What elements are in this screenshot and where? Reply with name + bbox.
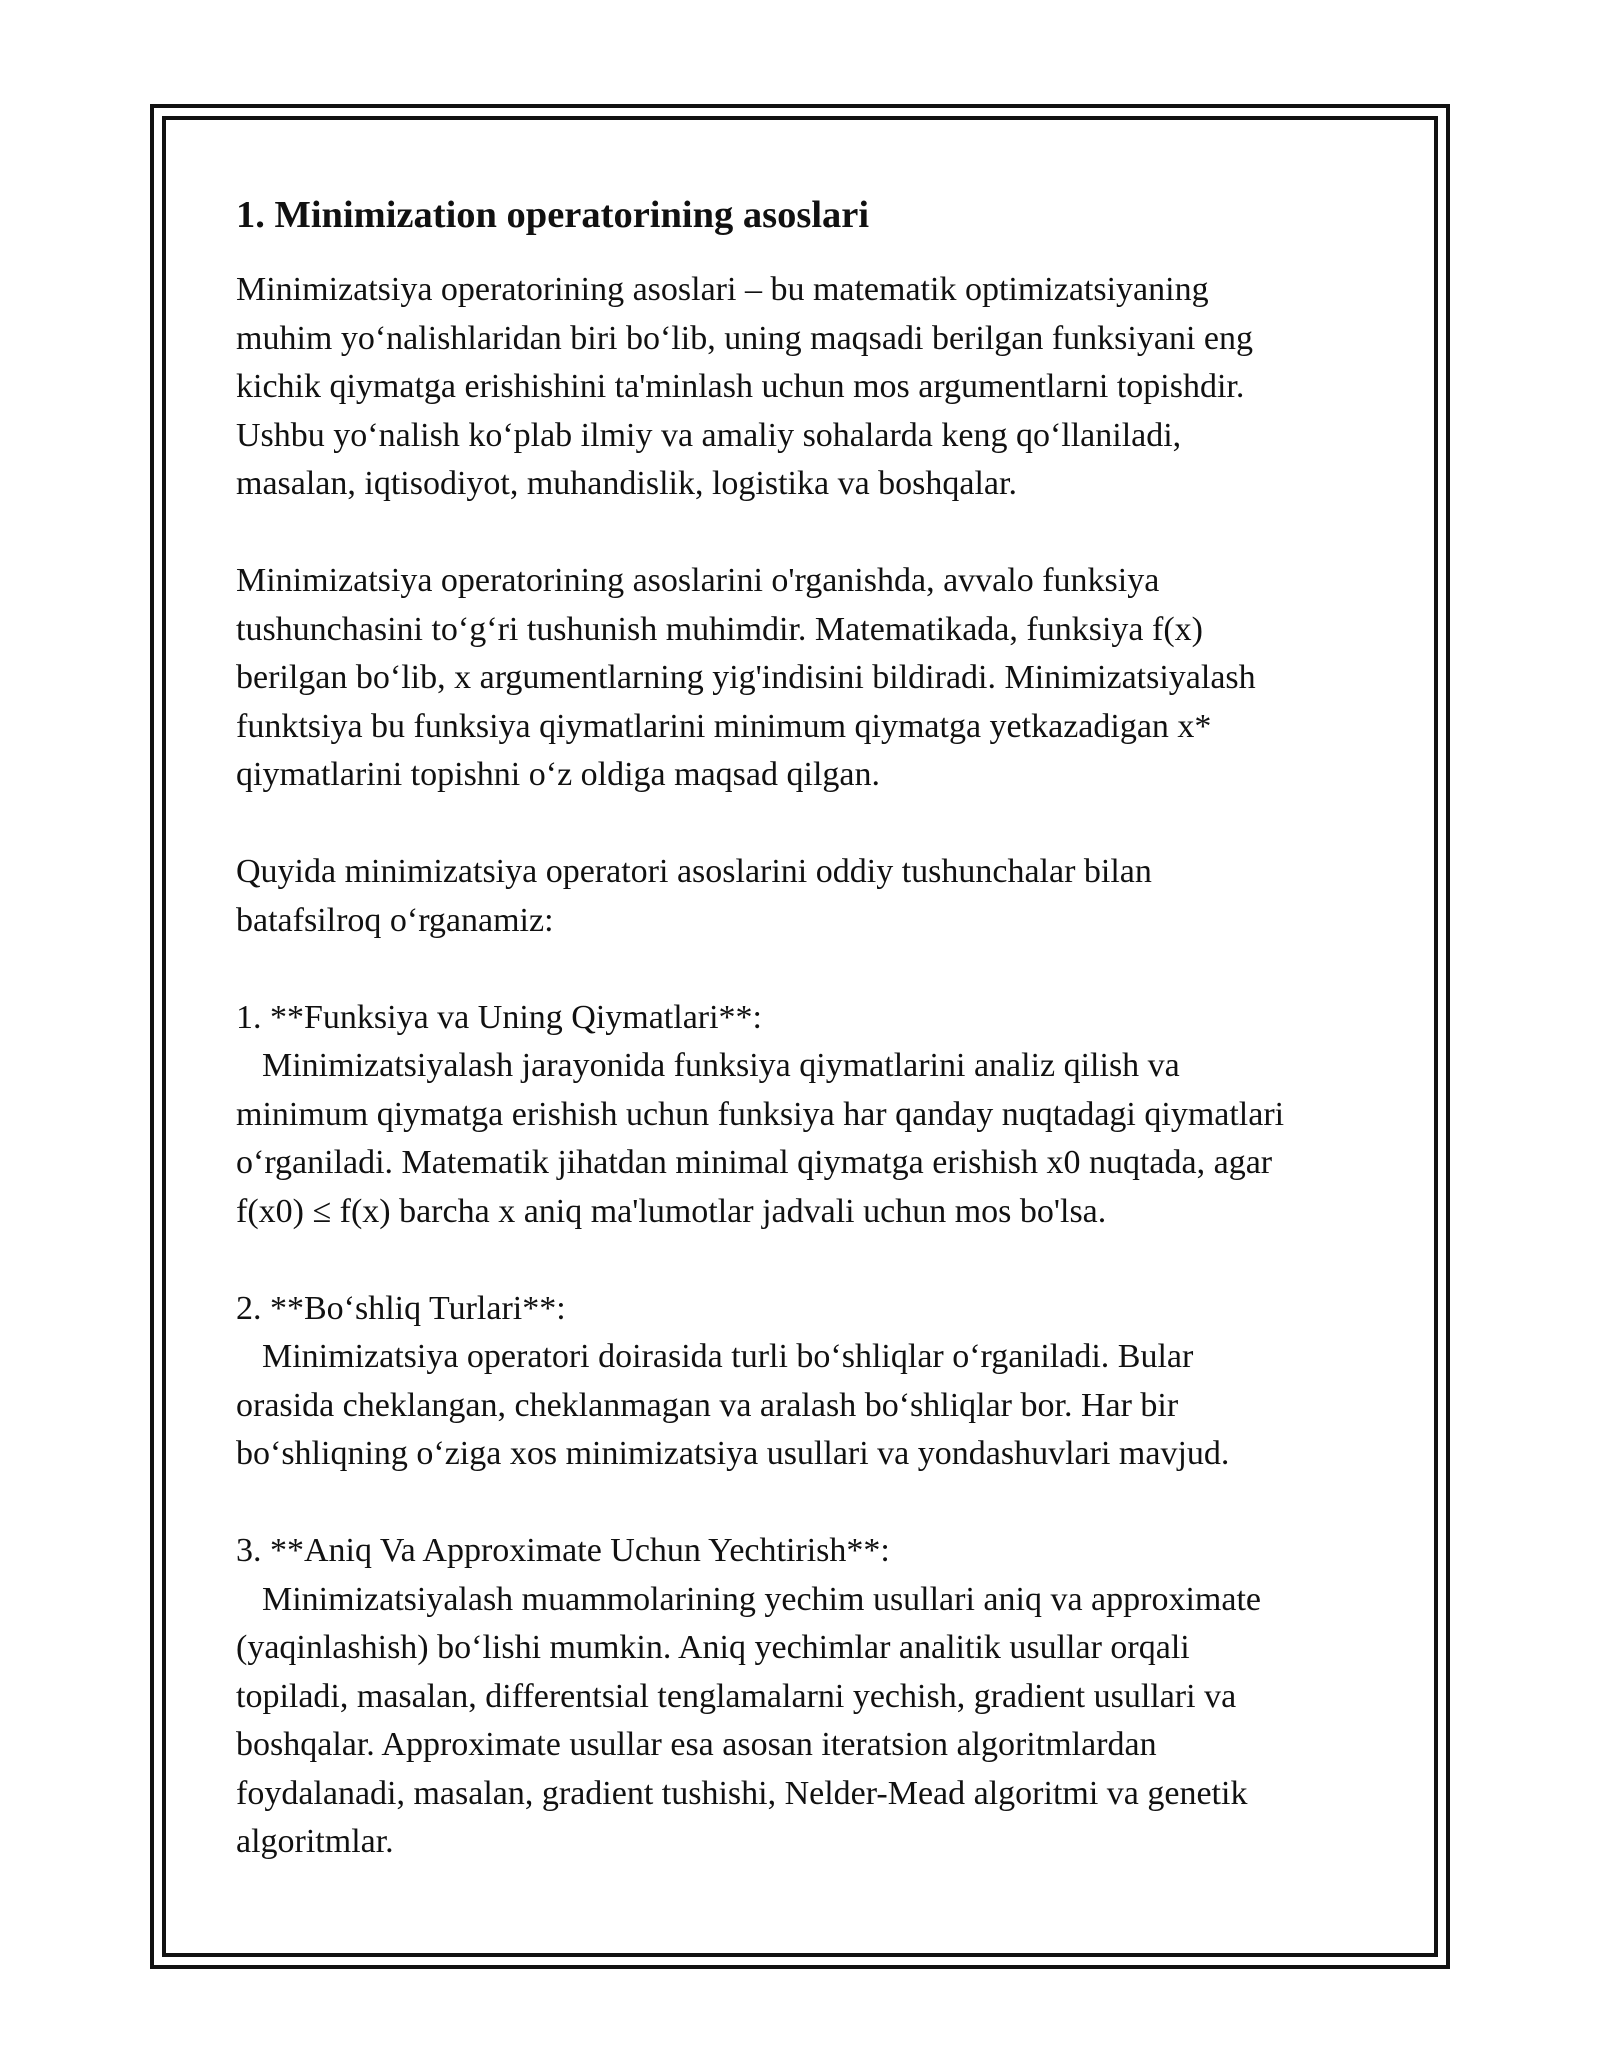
text-line: minimum qiymatga erishish uchun funksiya har qanday nuqtadagi qiymatlari	[236, 1095, 1285, 1133]
list-item	[236, 994, 1386, 1237]
list-item-title: 3. **Aniq Va Approximate Uchun Yechtirish**:	[236, 1532, 890, 1569]
text-line: Quyida minimizatsiya operatori asoslarini oddiy tushunchalar bilan	[236, 853, 1152, 890]
text-line: orasida cheklangan, cheklanmagan va aralash bo‘shliqlar bor. Har bir	[236, 1386, 1179, 1424]
list-item-title: 2. **Bo‘shliq Turlari**:	[236, 1289, 566, 1327]
list-item	[236, 1527, 1386, 1867]
section-heading: 1. Minimization operatorining asoslari	[236, 194, 870, 236]
text-line: masalan, iqtisodiyot, muhandislik, logistika va boshqalar.	[236, 465, 1017, 502]
text-line: Minimizatsiya operatorining asoslarini o'rganishda, avvalo funksiya	[236, 562, 1160, 599]
text-line: algoritmlar.	[236, 1823, 394, 1860]
text-line: bo‘shliqning o‘ziga xos minimizatsiya usullari va yondashuvlari mavjud.	[236, 1435, 1230, 1472]
text-line: muhim yo‘nalishlaridan biri bo‘lib, uning maqsadi berilgan funksiyani eng	[236, 319, 1253, 357]
text-line: tushunchasini to‘g‘ri tushunish muhimdir. Matematikada, funksiya f(x)	[236, 610, 1203, 648]
paragraph-gap	[236, 1236, 1386, 1285]
text-line: qiymatlarini topishni o‘z oldiga maqsad qilgan.	[236, 756, 880, 793]
paragraph-gap	[236, 800, 1386, 849]
text-line: Ushbu yo‘nalish ko‘plab ilmiy va amaliy sohalarda keng qo‘llaniladi,	[236, 416, 1182, 454]
list-item	[236, 1285, 1386, 1479]
text-line: topiladi, masalan, differentsial tenglamalarni yechish, gradient usullari va	[236, 1677, 1237, 1715]
paragraph-overview	[236, 848, 1386, 945]
list-item-title: 1. **Funksiya va Uning Qiymatlari**:	[236, 998, 763, 1036]
text-line: funktsiya bu funksiya qiymatlarini minimum qiymatga yetkazadigan x*	[236, 707, 1212, 745]
paragraph-function-concept	[236, 557, 1386, 800]
paragraph-gap	[236, 1479, 1386, 1528]
text-line: (yaqinlashish) bo‘lishi mumkin. Aniq yechimlar analitik usullar orqali	[236, 1629, 1190, 1666]
text-line: Minimizatsiyalash jarayonida funksiya qiymatlarini analiz qilish va	[262, 1047, 1180, 1084]
text-line: batafsilroq o‘rganamiz:	[236, 901, 554, 939]
paragraph-gap	[236, 945, 1386, 994]
text-line: o‘rganiladi. Matematik jihatdan minimal qiymatga erishish x0 nuqtada, agar	[236, 1144, 1273, 1181]
text-line: berilgan bo‘lib, x argumentlarning yig'indisini bildiradi. Minimizatsiyalash	[236, 659, 1256, 696]
paragraph-gap	[236, 509, 1386, 558]
body-text	[236, 266, 1386, 1867]
document-content	[236, 192, 1386, 1867]
text-line: Minimizatsiyalash muammolarining yechim usullari aniq va approximate	[262, 1580, 1261, 1618]
text-line: f(x0) ≤ f(x) barcha x aniq ma'lumotlar jadvali uchun mos bo'lsa.	[236, 1192, 1107, 1230]
text-line: Minimizatsiya operatori doirasida turli bo‘shliqlar o‘rganiladi. Bular	[262, 1338, 1194, 1375]
text-line: kichik qiymatga erishishini ta'minlash uchun mos argumentlarni topishdir.	[236, 368, 1245, 405]
paragraph-intro	[236, 266, 1386, 509]
text-line: boshqalar. Approximate usullar esa asosan iteratsion algoritmlardan	[236, 1726, 1157, 1763]
text-line: foydalanadi, masalan, gradient tushishi, Nelder-Mead algoritmi va genetik	[236, 1774, 1248, 1812]
text-line: Minimizatsiya operatorining asoslari – bu matematik optimizatsiyaning	[236, 271, 1209, 308]
